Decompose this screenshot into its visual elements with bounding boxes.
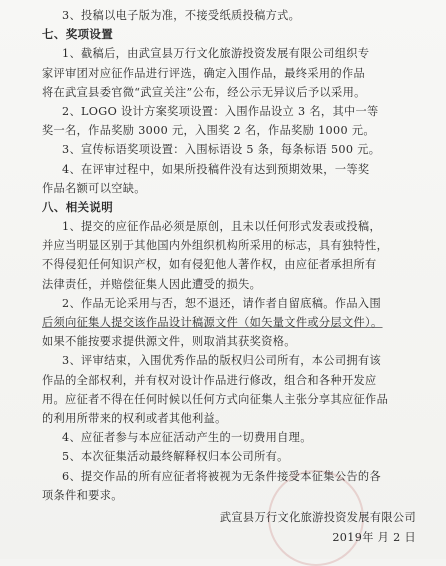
text-line: 作品的全部权利，并有权对设计作品进行修改，组合和各种开发应 bbox=[42, 373, 377, 387]
company-name: 武宣县万行文化旅游投资发展有限公司 bbox=[219, 511, 416, 524]
section-heading-notes: 八、相关说明 bbox=[42, 199, 114, 214]
text-line: 3、投稿以电子版为准，不接受纸质投稿方式。 bbox=[62, 9, 301, 22]
text-line: 作品名额可以空缺。 bbox=[42, 181, 146, 195]
text-line: 的利用所带来的权利或者其他利益。 bbox=[42, 411, 227, 425]
text-line: 5、本次征集活动最终解释权归本公司所有。 bbox=[62, 450, 289, 464]
text-line: 法律责任，并赔偿征集人因此遭受的损失。 bbox=[42, 277, 262, 291]
text-line: 2、作品无论采用与否，恕不退还，请作者自留底稿。作品入围 bbox=[62, 296, 381, 310]
text-line: 1、提交的应征作品必须是原创，且未以任何形式发表或投稿， bbox=[62, 220, 381, 234]
signature-block bbox=[220, 508, 416, 548]
text-line: 奖一名，作品奖励 3000 元，入围奖 2 名，作品奖励 1000 元。 bbox=[42, 124, 375, 138]
text-line: 4、在评审过程中，如果所投稿件没有达到预期效果，一等奖 bbox=[62, 162, 370, 176]
text-line: 1、截稿后，由武宣县万行文化旅游投资发展有限公司组织专 bbox=[62, 47, 370, 61]
text-line: 如果不能按要求提供源文件，则取消其获奖资格。 bbox=[42, 335, 296, 349]
section-heading-awards: 七、奖项设置 bbox=[42, 27, 114, 42]
text-line: 3、评审结束，入围优秀作品的版权归公司所有，本公司拥有该 bbox=[62, 354, 381, 368]
text-line: 将在武宣县委官微“武宣关注”公布，经公示无异议后予以采用。 bbox=[42, 85, 366, 99]
text-line: 并应当明显区别于其他国内外组织机构所采用的标志，具有独特性， bbox=[42, 239, 389, 253]
text-line: 家评审团对应征作品进行评选，确定入围作品，最终采用的作品 bbox=[42, 66, 366, 80]
text-line: 6、提交作品的所有应征者将被视为无条件接受本征集公告的各 bbox=[62, 469, 381, 483]
text-line: 2、LOGO 设计方案奖项设置：入围作品设立 3 名，其中一等 bbox=[62, 104, 379, 118]
text-line: 4、应征者参与本应征活动产生的一切费用自理。 bbox=[62, 431, 312, 445]
text-line: 项条件和要求。 bbox=[42, 488, 123, 502]
text-line: 用。应征者不得在任何时候以任何方式向征集人主张分享其应征作品 bbox=[42, 392, 389, 406]
text-line: 后须向征集人提交该作品设计稿源文件（如矢量文件或分层文件）。 bbox=[42, 316, 383, 329]
text-line: 不得侵犯任何知识产权，如有侵犯他人著作权，由应征者承担所有 bbox=[42, 258, 377, 272]
text-line: 3、宣传标语奖项设置：入围标语设 5 条，每条标语 500 元。 bbox=[62, 143, 381, 157]
issue-date: 2019年 月 2 日 bbox=[332, 531, 416, 544]
